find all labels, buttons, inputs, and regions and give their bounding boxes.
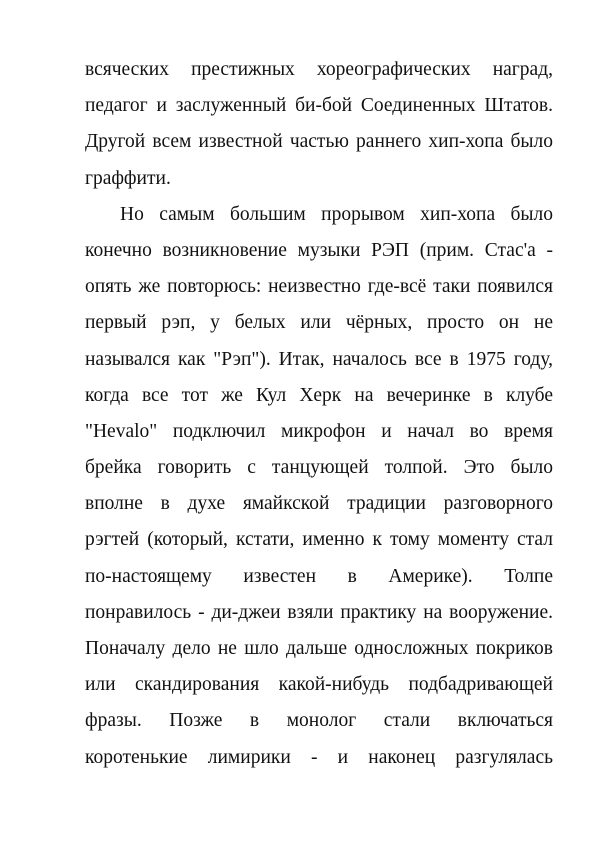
text-line: назывался как "Рэп"). Итак, началось все в 1975 году, [85,348,553,370]
text-line: когда все тот же Кул Херк на вечеринке в клубе [85,384,553,406]
text-line: конечно возникновение музыки РЭП (прим. Стас'а - [85,239,553,261]
paragraph-first-line: Но самым большим прорывом хип-хопа было [120,203,553,225]
text-line: фразы. Позже в монолог стали включаться [85,710,553,732]
text-line: "Hevalo" подключил микрофон и начал во время [85,420,553,442]
text-line: рэгтей (который, кстати, именно к тому моменту стал [85,529,553,551]
text-line: понравилось - ди-джеи взяли практику на вооружение. [85,601,553,623]
text-line: педагог и заслуженный би-бой Соединенных Штатов. [85,95,553,117]
text-line: по-настоящему известен в Америке). Толпе [85,565,553,587]
text-line: граффити. [85,167,171,189]
body-text [85,52,553,776]
text-line: Другой всем известной частью раннего хип-хопа было [85,131,553,153]
text-line: брейка говорить с танцующей толпой. Это было [85,457,553,479]
text-line: или скандирования какой-нибудь подбадривающей [85,674,553,696]
text-line: коротенькие лимирики - и наконец разгулялась [85,746,553,768]
text-line: опять же повторюсь: неизвестно где-всё таки появился [85,276,553,298]
text-line: Поначалу дело не шло дальше односложных покриков [85,638,553,659]
text-line: первый рэп, у белых или чёрных, просто он не [85,312,553,334]
text-line: вполне в духе ямайкской традиции разговорного [85,493,553,515]
text-line: всяческих престижных хореографических наград, [85,59,553,80]
